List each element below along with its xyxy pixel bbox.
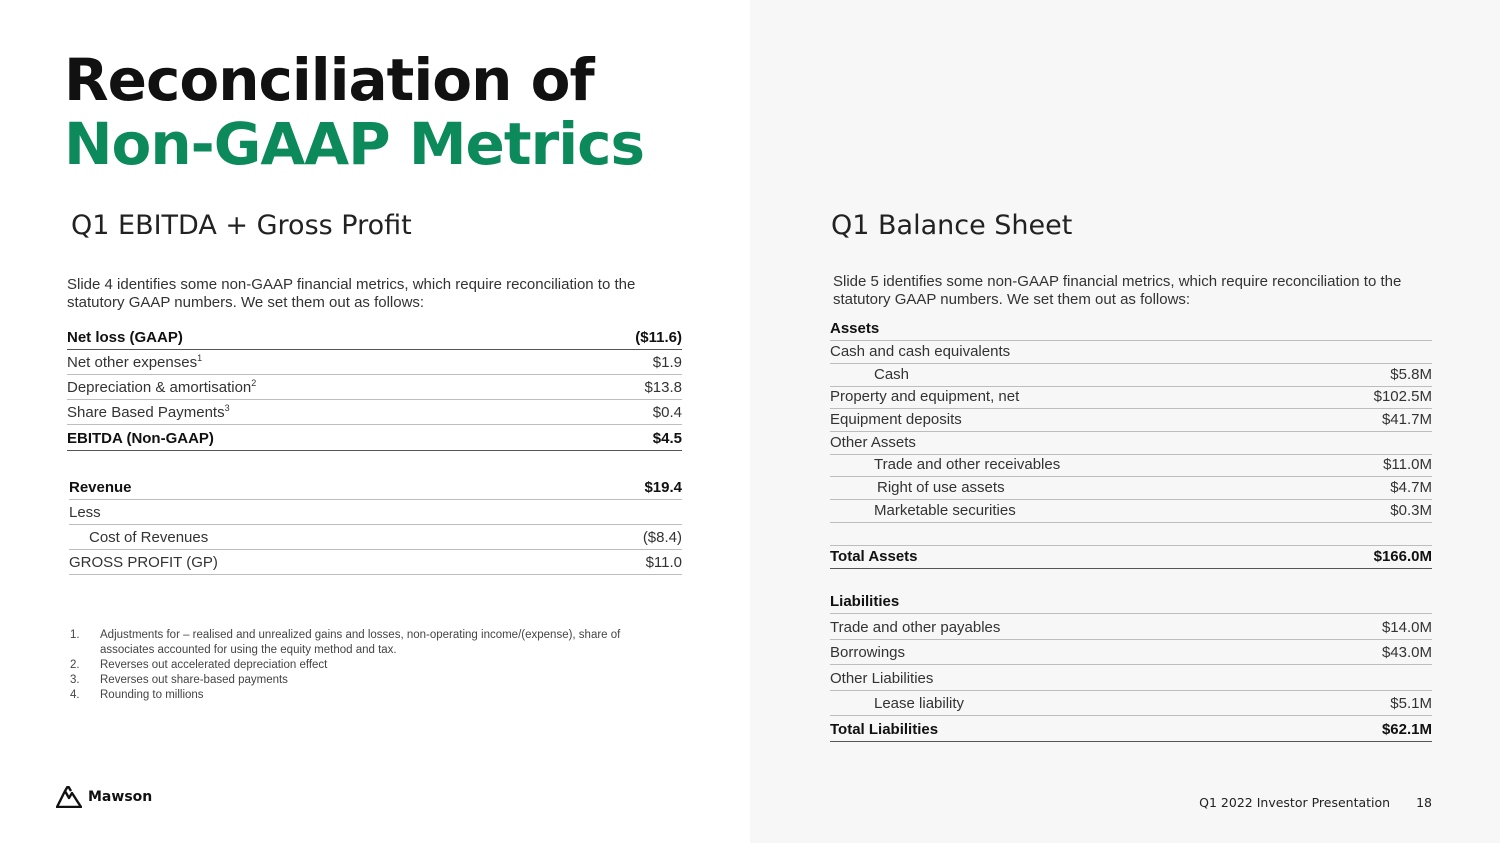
table-row — [69, 475, 682, 500]
page-number: 18 — [1416, 795, 1432, 810]
table-row: Borrowings $43.0M — [830, 640, 1432, 665]
assets-table — [830, 318, 1432, 569]
table-row — [69, 500, 682, 525]
liabilities-table — [830, 589, 1432, 742]
presentation-label: Q1 2022 Investor Presentation — [1199, 795, 1391, 810]
footnote-ref: 1 — [197, 353, 203, 363]
row-label: Revenue — [69, 479, 132, 496]
table-row: Trade and other payables $14.0M — [830, 614, 1432, 640]
table-row — [69, 525, 682, 550]
footnote: 3. Reverses out share-based payments — [70, 674, 288, 686]
table-row — [830, 523, 1432, 546]
table-row: Property and equipment, net $102.5M — [830, 387, 1432, 409]
table-row: Marketable securities $0.3M — [830, 500, 1432, 523]
balance-sheet-intro-text: Slide 5 identifies some non-GAAP financial metrics, which require reconciliation to the statutory GAAP numbers. We set them out as follows: — [833, 273, 1402, 308]
ebitda-section-heading: Q1 EBITDA + Gross Profit — [71, 210, 412, 241]
mountain-icon — [56, 786, 82, 808]
footnote-ref: 3 — [224, 403, 230, 413]
table-row: Total Liabilities $62.1M — [830, 716, 1432, 742]
row-label: GROSS PROFIT (GP) — [69, 554, 218, 571]
row-value: $11.0 — [645, 554, 682, 571]
title-line-1: Reconciliation of — [64, 46, 594, 114]
footer — [1199, 795, 1432, 810]
row-value: $0.4 — [652, 404, 682, 421]
table-row: Other Liabilities — [830, 665, 1432, 691]
row-value: $13.8 — [644, 379, 682, 396]
table-row — [67, 400, 682, 425]
table-row: Trade and other receivables $11.0M — [830, 455, 1432, 477]
table-row — [69, 550, 682, 575]
table-row: Total Assets $166.0M — [830, 546, 1432, 569]
table-row: Cash and cash equivalents — [830, 341, 1432, 364]
table-row — [67, 425, 682, 451]
page-title — [64, 48, 644, 176]
footnote: 2. Reverses out accelerated depreciation effect — [70, 659, 328, 671]
row-label: Less — [69, 504, 101, 521]
table-row — [67, 325, 682, 350]
balance-sheet-heading: Q1 Balance Sheet — [831, 210, 1073, 241]
row-label: EBITDA (Non-GAAP) — [67, 430, 214, 447]
table-row: Other Assets — [830, 432, 1432, 455]
table-row: Equipment deposits $41.7M — [830, 409, 1432, 432]
footnote: 1. Adjustments for – realised and unrealized gains and losses, non-operating income/(expense), share of associates accounted for using the equity method and tax. — [70, 629, 621, 656]
ebitda-table — [67, 325, 682, 451]
title-line-2: Non-GAAP Metrics — [64, 110, 645, 178]
footnotes — [70, 628, 660, 703]
footnote-ref: 2 — [251, 378, 257, 388]
table-row — [67, 375, 682, 400]
table-row: Liabilities — [830, 589, 1432, 614]
table-row: Lease liability $5.1M — [830, 691, 1432, 716]
row-value: ($8.4) — [642, 529, 682, 546]
row-label: Share Based Payments$^3$ — [67, 403, 230, 421]
ebitda-intro-text: Slide 4 identifies some non-GAAP financial metrics, which require reconciliation to the statutory GAAP numbers. We set them out as follows: — [67, 276, 636, 311]
brand-name: Mawson — [88, 789, 153, 805]
row-label: Net loss (GAAP) — [67, 329, 183, 346]
row-label: Net other expenses$^1$ — [67, 353, 203, 371]
row-value: $4.5 — [652, 430, 682, 447]
table-row: Assets — [830, 318, 1432, 341]
row-label: Depreciation & amortisation$^2$ — [67, 378, 257, 396]
table-row: Cash $5.8M — [830, 364, 1432, 387]
gross-profit-table — [69, 475, 682, 575]
row-value: $1.9 — [652, 354, 682, 371]
row-value: ($11.6) — [635, 329, 682, 346]
footnote: 4. Rounding to millions — [70, 689, 204, 701]
table-row: Right of use assets $4.7M — [830, 477, 1432, 500]
table-row — [67, 350, 682, 375]
brand-logo — [56, 786, 152, 808]
row-value: $19.4 — [644, 479, 682, 496]
row-label: Cost of Revenues — [89, 529, 209, 546]
